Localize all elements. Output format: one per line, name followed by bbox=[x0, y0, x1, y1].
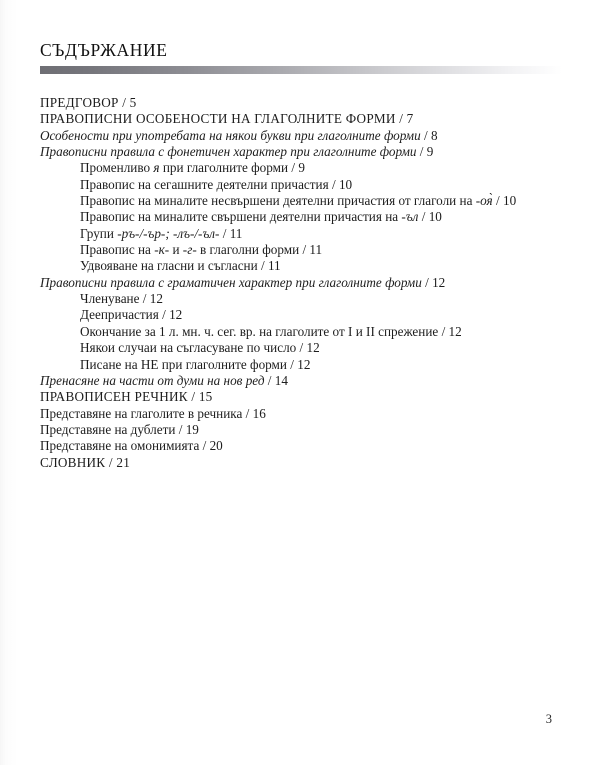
toc-entry-separator: / bbox=[187, 389, 199, 405]
toc-entry[interactable] bbox=[80, 193, 565, 209]
toc-entry-separator: / bbox=[139, 291, 150, 307]
heading-gradient-rule bbox=[40, 66, 562, 74]
toc-entry-page-number: 15 bbox=[198, 389, 213, 405]
toc-entry-page-number: 21 bbox=[116, 454, 131, 470]
toc-entry-page-number: 9 bbox=[298, 160, 305, 176]
toc-entry-title: Правописни правила с фонетичен характер при глаголните форми bbox=[40, 144, 417, 160]
toc-entry-separator: / bbox=[328, 176, 339, 192]
toc-entry-title: Деепричастия bbox=[80, 307, 159, 323]
toc-entry-separator: / bbox=[299, 242, 310, 258]
toc-entry[interactable] bbox=[40, 455, 565, 471]
toc-entry-separator: / bbox=[199, 438, 210, 454]
toc-entry-separator: / bbox=[288, 160, 299, 176]
toc-entry-page-number: 12 bbox=[432, 274, 446, 290]
toc-entry-title: Особености при употребата на някои букви при глаголните форми bbox=[40, 127, 421, 143]
toc-entry-title: Писане на НЕ при глаголните форми bbox=[80, 356, 287, 372]
toc-entry-title: Представяне на омонимията bbox=[40, 438, 200, 454]
toc-entry-page-number: 11 bbox=[309, 242, 323, 258]
toc-entry-title: ПРЕДГОВОР bbox=[40, 95, 119, 110]
toc-entry[interactable] bbox=[80, 226, 565, 242]
toc-entry-title: Променливо я при глаголните форми bbox=[80, 160, 289, 176]
toc-entry-separator: / bbox=[257, 258, 268, 274]
toc-entry-emphasis: я bbox=[153, 160, 160, 176]
toc-entry-emphasis: -к- bbox=[154, 242, 170, 258]
toc-entry-separator: / bbox=[421, 274, 433, 290]
toc-entry[interactable] bbox=[40, 111, 565, 127]
toc-entry-page-number: 7 bbox=[406, 111, 414, 127]
toc-entry-separator: / bbox=[418, 209, 429, 225]
page-title: СЪДЪРЖАНИЕ bbox=[40, 40, 168, 60]
toc-entry-title: Правопис на миналите несвършени деятелни причастия от глаголи на -оя̀ bbox=[80, 193, 493, 209]
toc-entry-title: ПРАВОПИСЕН РЕЧНИК bbox=[40, 389, 188, 405]
toc-entry[interactable] bbox=[40, 373, 565, 389]
toc-entry-title: Правопис на -к- и -г- в глаголни форми bbox=[80, 242, 300, 258]
toc-entry-page-number: 16 bbox=[252, 405, 266, 421]
toc-entry-separator: / bbox=[286, 356, 298, 372]
toc-entry[interactable] bbox=[40, 422, 565, 438]
toc-entry-title: Някои случаи на съгласуване по число bbox=[80, 340, 297, 356]
toc-entry[interactable] bbox=[80, 324, 565, 340]
toc-entry-page-number: 10 bbox=[428, 209, 442, 225]
toc-entry-page-number: 12 bbox=[169, 307, 183, 323]
toc-entry-page-number: 11 bbox=[229, 225, 243, 241]
toc-entry-page-number: 19 bbox=[185, 421, 199, 437]
toc-entry-page-number: 8 bbox=[430, 127, 438, 143]
toc-entry[interactable] bbox=[40, 438, 565, 454]
toc-entry-page-number: 11 bbox=[267, 258, 281, 274]
toc-entry[interactable] bbox=[40, 275, 565, 291]
toc-entry[interactable] bbox=[80, 160, 565, 176]
toc-entry-separator: / bbox=[438, 323, 449, 339]
toc-entry-title: Представяне на глаголите в речника bbox=[40, 405, 243, 421]
toc-entry[interactable] bbox=[40, 144, 565, 160]
toc-entry-page-number: 5 bbox=[129, 95, 137, 110]
toc-entry[interactable] bbox=[80, 291, 565, 307]
toc-entry-separator: / bbox=[242, 405, 253, 421]
toc-entry-page-number: 20 bbox=[209, 438, 223, 454]
toc-entry-separator: / bbox=[118, 95, 130, 110]
toc-entry-title: Окончание за 1 л. мн. ч. сег. вр. на глаголите от I и II спрежение bbox=[80, 323, 439, 339]
toc-entry[interactable] bbox=[80, 209, 565, 225]
toc-entry-title: ПРАВОПИСНИ ОСОБЕНОСТИ НА ГЛАГОЛНИТЕ ФОРМИ bbox=[40, 111, 396, 127]
toc-entry-title: Групи -ръ-/-ър-; -лъ-/-ъл- bbox=[80, 225, 220, 241]
toc-entry-emphasis: -г- bbox=[182, 242, 197, 258]
toc-entry-title: СЛОВНИК bbox=[40, 454, 106, 470]
toc-entry-emphasis: -ръ-/-ър-; -лъ-/-ъл- bbox=[117, 225, 220, 241]
toc-entry-page-number: 10 bbox=[502, 193, 517, 209]
toc-entry[interactable] bbox=[80, 340, 565, 356]
toc-entry-emphasis: -оя̀ bbox=[475, 193, 493, 209]
toc-entry-page-number: 12 bbox=[448, 323, 462, 339]
toc-entry-page-number: 10 bbox=[338, 176, 353, 192]
toc-entry-separator: / bbox=[219, 225, 230, 241]
toc-entry[interactable] bbox=[40, 128, 565, 144]
toc-entry-title: Пренасяне на части от думи на нов ред bbox=[40, 372, 265, 388]
toc-entry-separator: / bbox=[264, 372, 275, 388]
toc-entry-emphasis: -ъл bbox=[401, 209, 419, 225]
toc-entry-title: Правописни правила с граматичен характер при глаголните форми bbox=[40, 274, 422, 290]
toc-entry[interactable] bbox=[80, 357, 565, 373]
toc-entry[interactable] bbox=[80, 258, 565, 274]
toc-entry-page-number: 9 bbox=[426, 144, 434, 160]
toc-entry-page-number: 12 bbox=[306, 340, 320, 356]
toc-entry-title: Правопис на миналите свършени деятелни причастия на -ъл bbox=[80, 209, 419, 225]
toc-entry[interactable] bbox=[40, 95, 565, 111]
toc-entry[interactable] bbox=[40, 389, 565, 405]
toc-entry-separator: / bbox=[395, 111, 407, 127]
toc-entry-title: Удвояване на гласни и съгласни bbox=[80, 258, 258, 274]
toc-entry-page-number: 12 bbox=[297, 356, 311, 372]
toc-entry-separator: / bbox=[158, 307, 170, 323]
toc-entry-page-number: 12 bbox=[149, 291, 163, 307]
table-of-contents-list bbox=[40, 95, 565, 471]
toc-entry-title: Правопис на сегашните деятелни причастия bbox=[80, 176, 329, 192]
toc-entry[interactable] bbox=[40, 406, 565, 422]
toc-entry-title: Членуване bbox=[80, 291, 140, 307]
toc-entry[interactable] bbox=[80, 177, 565, 193]
toc-entry-separator: / bbox=[420, 127, 431, 143]
toc-entry-title: Представяне на дублети bbox=[40, 421, 176, 437]
page-number: 3 bbox=[545, 712, 552, 726]
toc-entry-page-number: 14 bbox=[274, 372, 288, 388]
toc-entry[interactable] bbox=[80, 242, 565, 258]
toc-entry-separator: / bbox=[296, 340, 307, 356]
toc-entry-separator: / bbox=[105, 454, 117, 470]
toc-entry[interactable] bbox=[80, 307, 565, 323]
toc-entry-separator: / bbox=[416, 144, 427, 160]
toc-entry-separator: / bbox=[492, 193, 503, 209]
toc-entry-separator: / bbox=[175, 421, 186, 437]
